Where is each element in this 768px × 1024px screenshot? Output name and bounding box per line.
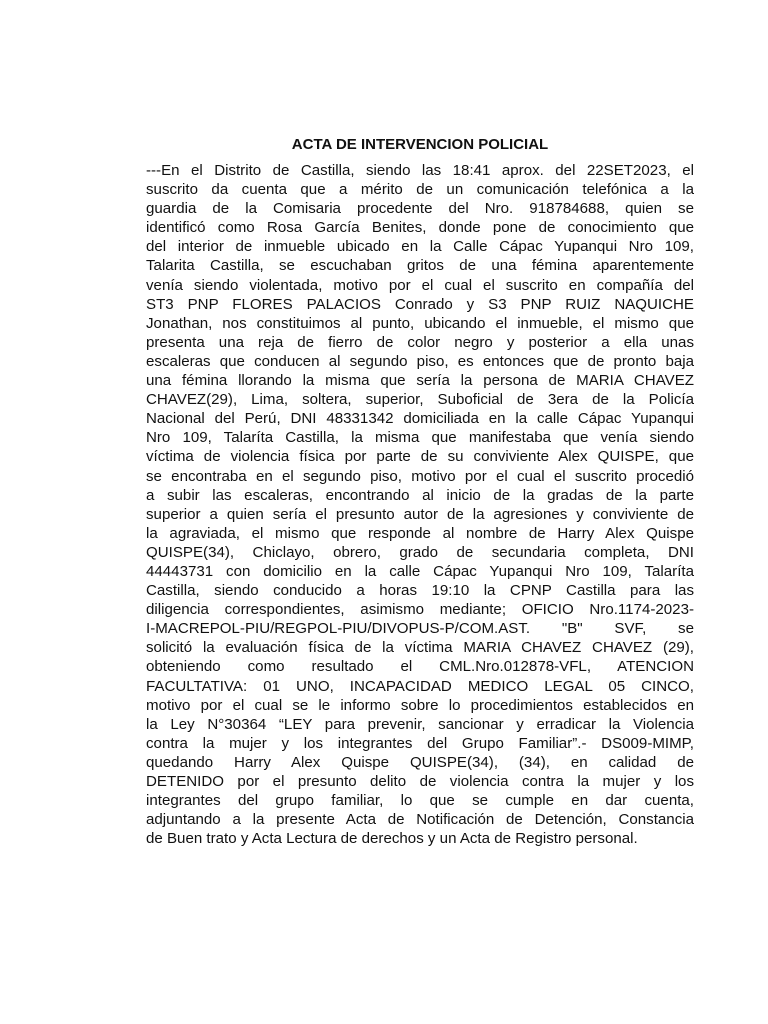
body-line: Nro 109, Talaríta Castilla, la misma que manifestaba que venía siendo [146,429,694,447]
body-line: contra la mujer y los integrantes del Grupo Familiar”.- DS009-MIMP, [146,734,694,752]
body-line: escaleras que conducen al segundo piso, es entonces que de pronto baja [146,352,694,370]
body-line: Jonathan, nos constituimos al punto, ubicando el inmueble, el mismo que [146,314,694,332]
document-body [146,161,694,848]
body-line: guardia de la Comisaria procedente del Nro. 918784688, quien se [146,200,694,218]
body-line: quedando Harry Alex Quispe QUISPE(34), (34), en calidad de [146,753,694,771]
body-line: solicitó la evaluación física de la víctima MARIA CHAVEZ CHAVEZ (29), [146,639,694,657]
body-line: del interior de inmueble ubicado en la Calle Cápac Yupanqui Nro 109, [146,238,694,256]
body-line: I-MACREPOL-PIU/REGPOL-PIU/DIVOPUS-P/COM.AST. "B" SVF, se [146,620,694,638]
body-line: una fémina llorando la misma que sería la persona de MARIA CHAVEZ [146,372,694,390]
body-line: presenta una reja de fierro de color negro y posterior a ella unas [146,333,694,351]
body-line: adjuntando a la presente Acta de Notificación de Detención, Constancia [146,811,694,829]
body-line: DETENIDO por el presunto delito de violencia contra la mujer y los [146,773,694,790]
body-line: venía siendo violentada, motivo por el cual el suscrito en compañía del [146,276,694,294]
body-line: ---En el Distrito de Castilla, siendo las 18:41 aprox. del 22SET2023, el [146,162,694,179]
body-line: la agraviada, el mismo que responde al nombre de Harry Alex Quispe [146,524,694,542]
body-line: Talarita Castilla, se escuchaban gritos de una fémina aparentemente [146,257,694,275]
body-line: FACULTATIVA: 01 UNO, INCAPACIDAD MEDICO LEGAL 05 CINCO, [146,677,694,695]
document-title: ACTA DE INTERVENCION POLICIAL [291,136,549,153]
body-line: Castilla, siendo conducido a horas 19:10 la CPNP Castilla para las [146,582,694,600]
body-line: CHAVEZ(29), Lima, soltera, superior, Suboficial de 3era de la Policía [146,391,694,409]
body-line: identificó como Rosa García Benites, donde pone de conocimiento que [146,219,694,237]
body-line: víctima de violencia física por parte de su conviviente Alex QUISPE, que [146,448,694,466]
body-line: se encontraba en el segundo piso, motivo por el cual el suscrito procedió [146,467,694,485]
body-line: integrantes del grupo familiar, lo que se cumple en dar cuenta, [146,792,694,810]
body-line: obteniendo como resultado el CML.Nro.012878-VFL, ATENCION [146,658,694,676]
body-line: diligencia correspondientes, asimismo mediante; OFICIO Nro.1174-2023- [146,601,694,619]
body-line: 44443731 con domicilio en la calle Cápac Yupanqui Nro 109, Talaríta [146,562,694,580]
body-line: Nacional del Perú, DNI 48331342 domiciliada en la calle Cápac Yupanqui [146,410,694,428]
body-line: la Ley N°30364 “LEY para prevenir, sancionar y erradicar la Violencia [146,715,694,733]
body-line: ST3 PNP FLORES PALACIOS Conrado y S3 PNP RUIZ NAQUICHE [146,295,694,313]
body-line: motivo por el cual se le informo sobre lo procedimientos establecidos en [146,696,694,714]
body-line: QUISPE(34), Chiclayo, obrero, grado de secundaria completa, DNI [146,543,694,561]
body-line: de Buen trato y Acta Lectura de derechos y un Acta de Registro personal. [146,830,638,848]
body-line: superior a quien sería el presunto autor de la agresiones y conviviente de [146,505,694,523]
body-line: a subir las escaleras, encontrando al inicio de la gradas de la parte [146,486,694,504]
body-line: suscrito da cuenta que a mérito de un comunicación telefónica a la [146,181,694,199]
